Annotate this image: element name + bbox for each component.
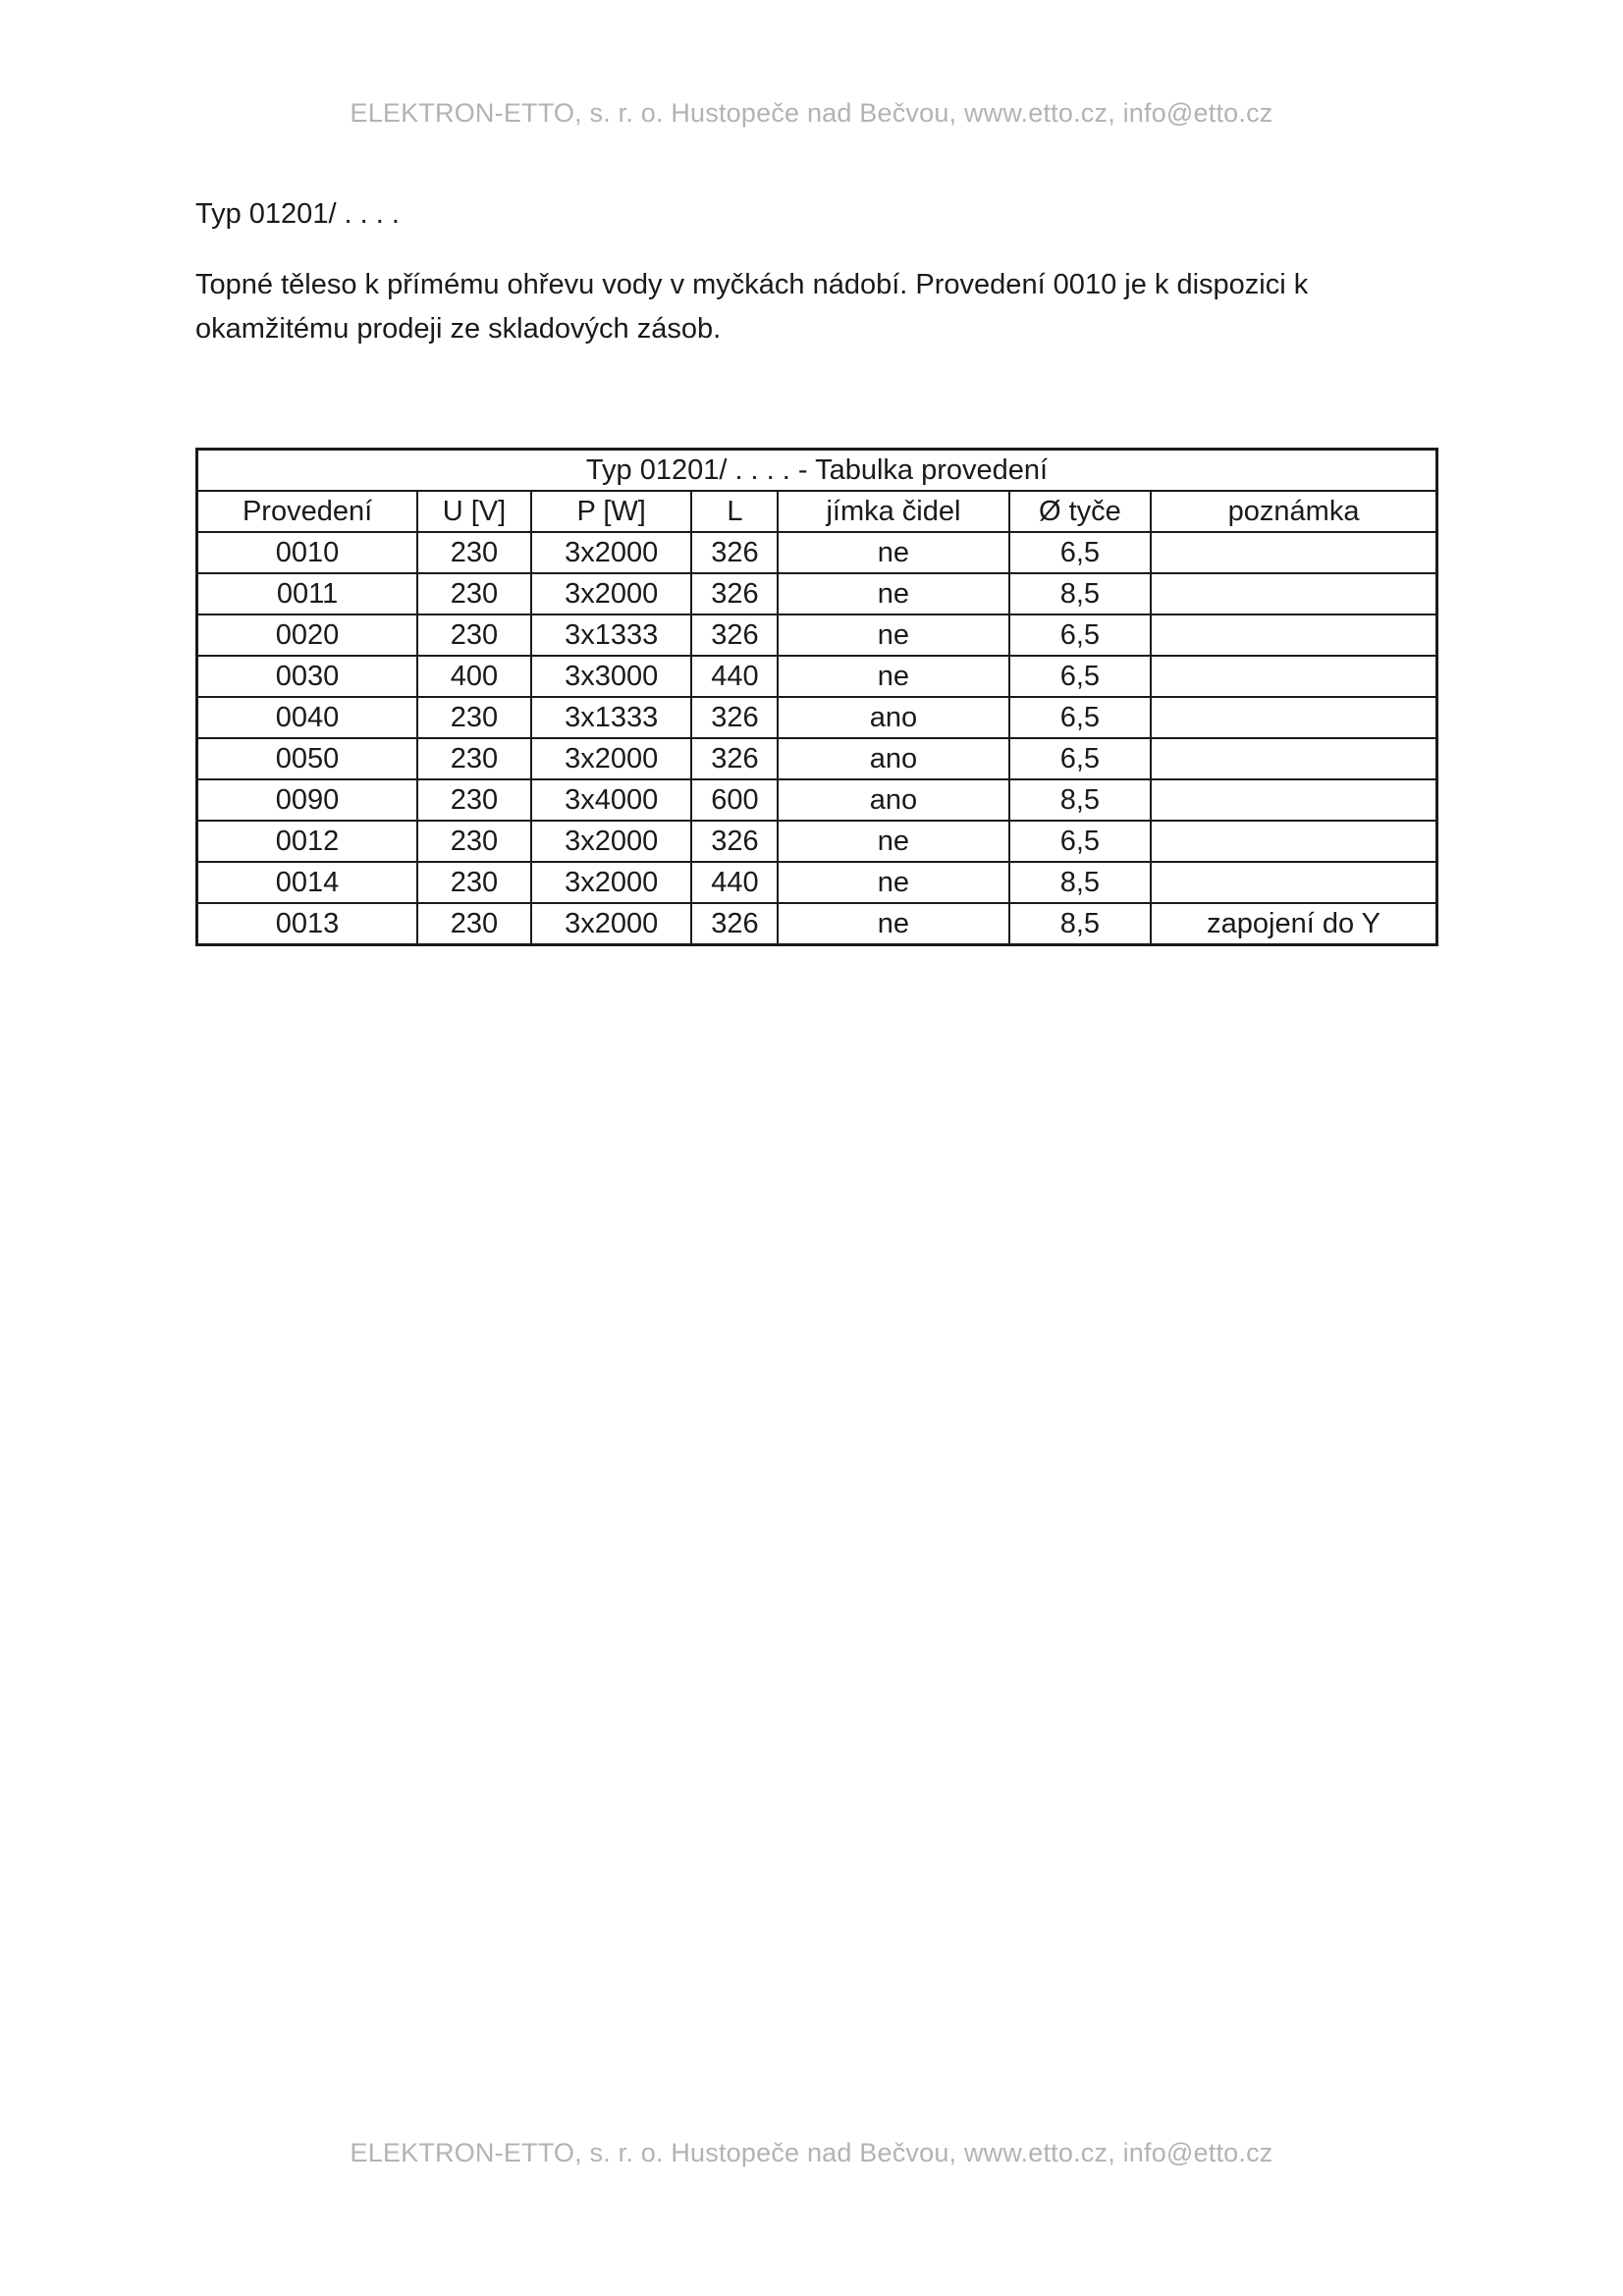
table-cell: 326 bbox=[691, 573, 778, 614]
table-cell: 0013 bbox=[197, 903, 418, 945]
table-cell: 6,5 bbox=[1009, 697, 1152, 738]
table-cell: ne bbox=[778, 656, 1008, 697]
table-header-row bbox=[197, 491, 1437, 532]
table-row bbox=[197, 738, 1437, 779]
table-cell: 3x2000 bbox=[531, 862, 692, 903]
table-cell: 6,5 bbox=[1009, 532, 1152, 573]
table-row bbox=[197, 614, 1437, 656]
table-cell bbox=[1151, 779, 1436, 821]
column-header: Ø tyče bbox=[1009, 491, 1152, 532]
table-cell: 0020 bbox=[197, 614, 418, 656]
page-footer: ELEKTRON-ETTO, s. r. o. Hustopeče nad Bečvou, www.etto.cz, info@etto.cz bbox=[350, 2138, 1273, 2167]
table-cell bbox=[1151, 862, 1436, 903]
table-cell: 230 bbox=[417, 779, 531, 821]
table-cell: 0090 bbox=[197, 779, 418, 821]
table-cell: 230 bbox=[417, 862, 531, 903]
table-cell: 600 bbox=[691, 779, 778, 821]
table-caption-row bbox=[197, 450, 1437, 492]
table-cell: ne bbox=[778, 862, 1008, 903]
table-cell bbox=[1151, 656, 1436, 697]
table-row bbox=[197, 821, 1437, 862]
table-cell: zapojení do Y bbox=[1151, 903, 1436, 945]
table-row bbox=[197, 779, 1437, 821]
type-heading: Typ 01201/ . . . . bbox=[195, 198, 400, 230]
table-cell: ne bbox=[778, 903, 1008, 945]
table-cell: 326 bbox=[691, 532, 778, 573]
table-cell: ne bbox=[778, 821, 1008, 862]
table-cell: 230 bbox=[417, 614, 531, 656]
table-row bbox=[197, 903, 1437, 945]
table-cell bbox=[1151, 614, 1436, 656]
table-cell bbox=[1151, 738, 1436, 779]
table-row bbox=[197, 697, 1437, 738]
table-cell: 6,5 bbox=[1009, 738, 1152, 779]
table-cell: 3x1333 bbox=[531, 697, 692, 738]
table-cell: 326 bbox=[691, 903, 778, 945]
table-cell: 3x2000 bbox=[531, 821, 692, 862]
table-cell: 326 bbox=[691, 614, 778, 656]
table-cell: ne bbox=[778, 614, 1008, 656]
table-cell: 230 bbox=[417, 738, 531, 779]
table-cell bbox=[1151, 697, 1436, 738]
table-cell: 0010 bbox=[197, 532, 418, 573]
table-cell: 230 bbox=[417, 697, 531, 738]
table-cell: 6,5 bbox=[1009, 614, 1152, 656]
table-cell bbox=[1151, 532, 1436, 573]
table-cell: 3x2000 bbox=[531, 738, 692, 779]
table-cell: ano bbox=[778, 738, 1008, 779]
table-cell: 0030 bbox=[197, 656, 418, 697]
table-row bbox=[197, 532, 1437, 573]
table-cell: 8,5 bbox=[1009, 862, 1152, 903]
table-cell: 0050 bbox=[197, 738, 418, 779]
table-cell: 400 bbox=[417, 656, 531, 697]
column-header: poznámka bbox=[1151, 491, 1436, 532]
column-header: U [V] bbox=[417, 491, 531, 532]
table-cell: 3x4000 bbox=[531, 779, 692, 821]
table-cell: 0014 bbox=[197, 862, 418, 903]
table-cell: 3x2000 bbox=[531, 903, 692, 945]
table-cell: 3x2000 bbox=[531, 532, 692, 573]
table-cell bbox=[1151, 573, 1436, 614]
table-cell: 440 bbox=[691, 862, 778, 903]
table-cell: 6,5 bbox=[1009, 656, 1152, 697]
table-cell: 3x2000 bbox=[531, 573, 692, 614]
table-cell: 3x3000 bbox=[531, 656, 692, 697]
column-header: P [W] bbox=[531, 491, 692, 532]
table-cell: ano bbox=[778, 779, 1008, 821]
table-caption: Typ 01201/ . . . . - Tabulka provedení bbox=[197, 450, 1437, 492]
table-cell: ne bbox=[778, 532, 1008, 573]
table-cell: 6,5 bbox=[1009, 821, 1152, 862]
table-cell: ne bbox=[778, 573, 1008, 614]
table-row bbox=[197, 656, 1437, 697]
table-cell: 8,5 bbox=[1009, 779, 1152, 821]
table-cell: 230 bbox=[417, 821, 531, 862]
table-cell bbox=[1151, 821, 1436, 862]
table-cell: 8,5 bbox=[1009, 573, 1152, 614]
table-cell: 0012 bbox=[197, 821, 418, 862]
table-cell: 440 bbox=[691, 656, 778, 697]
column-header: L bbox=[691, 491, 778, 532]
table-cell: 0040 bbox=[197, 697, 418, 738]
page-header: ELEKTRON-ETTO, s. r. o. Hustopeče nad Bečvou, www.etto.cz, info@etto.cz bbox=[350, 98, 1273, 128]
table-cell: 326 bbox=[691, 738, 778, 779]
column-header: Provedení bbox=[197, 491, 418, 532]
table-row bbox=[197, 862, 1437, 903]
table-cell: 230 bbox=[417, 532, 531, 573]
variants-table bbox=[195, 448, 1438, 946]
table-cell: 326 bbox=[691, 697, 778, 738]
table-cell: 230 bbox=[417, 903, 531, 945]
table-cell: 8,5 bbox=[1009, 903, 1152, 945]
column-header: jímka čidel bbox=[778, 491, 1008, 532]
table-cell: 230 bbox=[417, 573, 531, 614]
table-cell: 3x1333 bbox=[531, 614, 692, 656]
table-cell: 326 bbox=[691, 821, 778, 862]
product-description: Topné těleso k přímému ohřevu vody v myčkách nádobí. Provedení 0010 je k dispozici k okamžitému prodeji ze skladových zásob. bbox=[195, 269, 1309, 345]
table-row bbox=[197, 573, 1437, 614]
table-cell: ano bbox=[778, 697, 1008, 738]
table-cell: 0011 bbox=[197, 573, 418, 614]
